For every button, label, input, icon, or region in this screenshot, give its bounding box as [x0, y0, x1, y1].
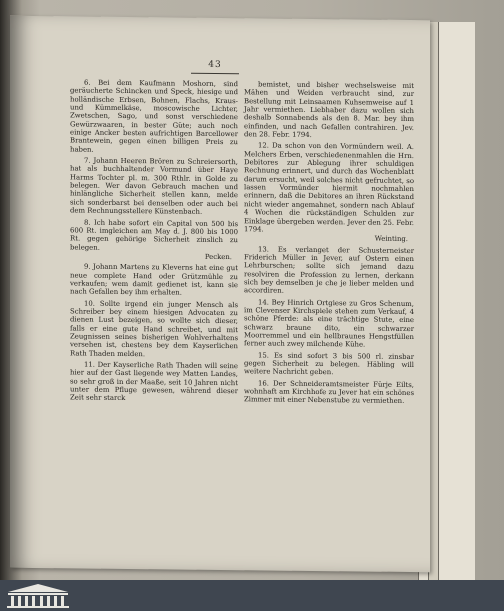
- notice-9: [70, 263, 238, 298]
- notice-14: [244, 298, 414, 350]
- right-column: [244, 80, 414, 408]
- notice-text: 14. Bey Hinrich Ortgiese zu Gros Schenum, im Clevenser Kirchspiele stehen zum Verkauf, 4 schöne Pferde: als eine trächtige Stute, eine schwarz braune dito, ein schwarzer Moorremmel und ein hellbraunes Hengstfüllen ferner auch zwey milchende Kühe.: [244, 297, 414, 349]
- page-edge: [438, 22, 475, 580]
- notice-10: [70, 299, 238, 359]
- library-building-logo: [4, 582, 72, 609]
- notice-text: 16. Der Schneideramtsmeister Fürje Eilts, wohnhaft am Kirchhofe zu Jever hat ein schönes Zimmer mit einer Nebenstube zu vermiethen.: [244, 379, 414, 406]
- page-number: 43: [185, 60, 245, 71]
- newspaper-page: [10, 16, 430, 572]
- left-column: [70, 78, 238, 406]
- notice-text: 9. Johann Martens zu Kleverns hat eine gut neue complete Hand oder Grützmühle zu verkaufen; wem damit gedienet ist, kann sie nach Gefallen bey ihm erhalten.: [70, 262, 238, 297]
- notice-11-continued: [244, 80, 414, 140]
- notice-text: 13. Es verlanget der Schusterneister Friderich Müller in Jever, auf Ostern einen Lehrburschen; sollte sich jemand dazu resolviren die Profession zu lernen, derkann sich bey demselben je che je lieber melden und accordiren.: [244, 244, 414, 295]
- notice-8: [70, 218, 238, 261]
- notice-12: [244, 142, 414, 244]
- notice-text: 15. Es sind sofort 3 bis 500 rl. zinsbar gegen Sicherheit zu belegen. Häbling will weitere Nachricht geben.: [244, 351, 414, 377]
- notice-13: [244, 245, 414, 297]
- notice-text: 6. Bei dem Kaufmann Moshorn, sind geräucherte Schincken und Speck, hiesige und holländische Erbsen, Bohnen, Flachs, Kraus- und Kümmelkäse, moscowische Lichter, Zwetschen, Sago, und sonst verschiedene Gewürzwaaren, in bester Güte; auch noch einige Ancker besten aufrichtigen Barcellower Brantewein, gegen einen billigen Preis zu haben.: [70, 78, 238, 154]
- notice-11: [70, 360, 238, 403]
- notice-text: 7. Johann Heeren Brören zu Schreiersorth, hat als buchhaltender Vormund über Haye Harms Tochter pl. m. 300 Rthlr. in Golde zu belegen. Wer davon Gebrauch machen und hinlängliche Sicherheit stellen kann, melde sich sonderbarst bei denselben oder auch bei dem Rechnungsstellere Künstenbach.: [70, 156, 238, 216]
- notice-16: [244, 379, 414, 406]
- notice-text: 11. Der Kayserliche Rath Thaden will seine hier auf der Gast liegende wey Matten Landes, so sehr groß in der Maaße, seit 10 Jahren nicht unter dem Pfluge gewesen, während dieser Zeit sehr starck: [70, 360, 238, 403]
- notice-text: 8. Ich habe sofort ein Capital von 500 bis 600 Rt. imgleichen am May d. J. 800 bis 1000 Rt. gegen gehörige Sicherheit zinslich zu belegen.: [70, 218, 238, 252]
- notice-signature: Weinting.: [374, 234, 408, 244]
- notice-15: [244, 351, 414, 378]
- viewer-bottom-bar: [0, 580, 504, 611]
- notice-text: bemistet, und bisher wechselsweise mit Mähen und Weiden verbraucht sind, zur Bestellung mit Leinsaamen Kuhsemweise auf 1 Jahr vermiethen. Liebhaber dazu wollen sich deshalb Sonnabends als den 8. Mar. bey ihm einfinden, und nach Gefallen contrahiren. Jev. den 28. Febr. 1794.: [244, 80, 414, 140]
- notice-text: 10. Sollte irgend ein junger Mensch als Schreiber bey einem hiesigen Advocaten zu dienen Lust bezeigen, so wollte sich dieser, falls er eine gute Hand schreibet, und mit Zeugnissen seines bisherigen Wohlverhaltens versehen ist, chestens bey dem Kayserlichen Rath Thaden melden.: [70, 299, 238, 358]
- notice-6: [70, 78, 238, 155]
- notice-7: [70, 157, 238, 217]
- notice-signature: Pecken.: [204, 252, 232, 262]
- notice-text: 12. Da schon von den Vormündern weil. A. Melchers Erben, verschiedenenmahlen die Hrn. Debitores zur Ablegung ihrer schuldigen Rechnung erinnert, und durch das Wochenblatt darum ersucht, weil solches nicht gefruchtet, so lassen Vormünder hiermit nochmahlen erinnern, daß die Debitores an ihren Rückstand nicht wieder angemahnet, sondern nach Ablauf 4 Wochen die rückständigen Schulden zur Einklage übergeben werden. Jever den 25. Febr. 1794.: [244, 141, 414, 234]
